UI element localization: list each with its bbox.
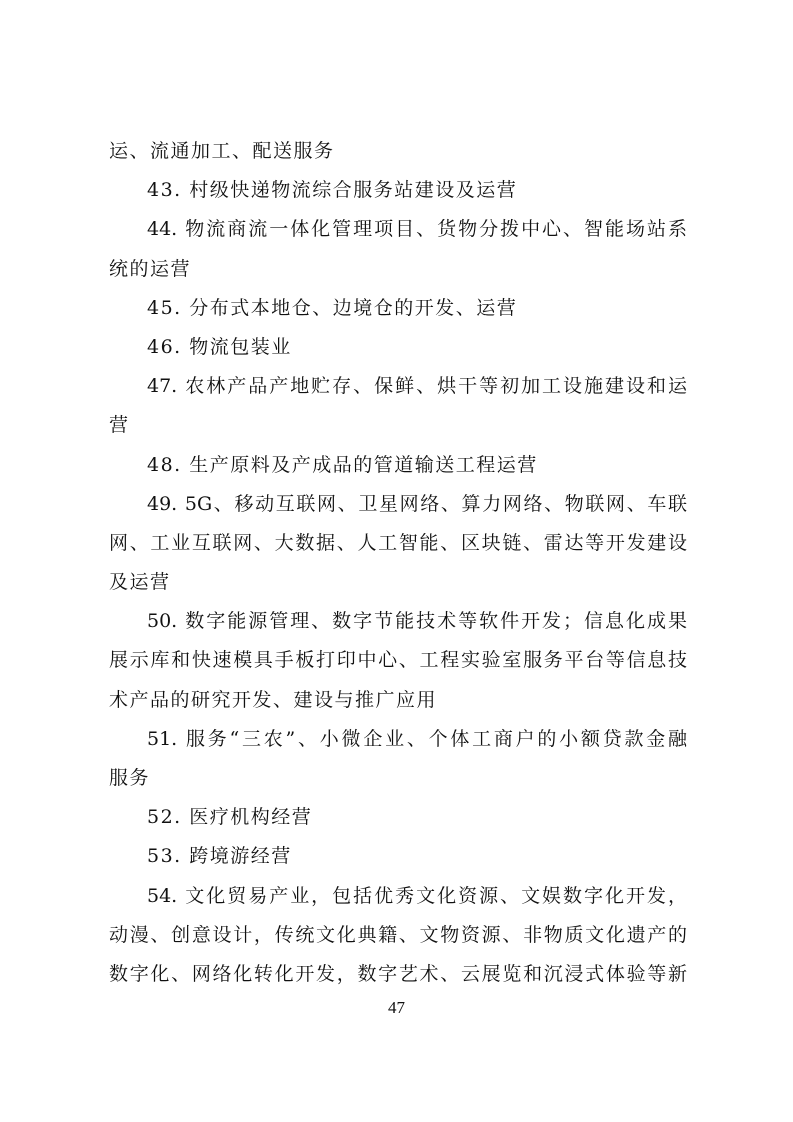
text-line: 网、工业互联网、大数据、人工智能、区块链、雷达等开发建设 [109,531,687,554]
text-line: 47. 农林产品产地贮存、保鲜、烘干等初加工设施建设和运 [147,375,687,398]
text-line: 51. 服务“三农”、小微企业、个体工商户的小额贷款金融 [147,727,687,750]
text-line: 统的运营 [109,257,192,280]
text-line: 数字化、网络化转化开发，数字艺术、云展览和沉浸式体验等新 [109,962,687,985]
page-number: 47 [388,998,405,1017]
text-line: 营 [109,414,130,437]
text-line: 服务 [109,767,151,789]
text-line: 50. 数字能源管理、数字节能技术等软件开发；信息化成果 [147,610,687,633]
text-line: 53. 跨境游经营 [147,845,292,868]
text-line: 54. 文化贸易产业，包括优秀文化资源、文娱数字化开发， [147,884,687,907]
text-line: 动漫、创意设计，传统文化典籍、文物资源、非物质文化遗产的 [109,923,687,946]
text-line: 及运营 [109,571,171,594]
text-line: 48. 生产原料及产成品的管道输送工程运营 [147,453,538,476]
body-text [109,132,687,994]
text-line: 43. 村级快递物流综合服务站建设及运营 [147,179,518,202]
text-line: 44. 物流商流一体化管理项目、货物分拨中心、智能场站系 [147,218,687,241]
text-line: 术产品的研究开发、建设与推广应用 [109,688,438,711]
text-line: 45. 分布式本地仓、边境仓的开发、运营 [147,296,518,319]
text-line: 49. 5G、移动互联网、卫星网络、算力网络、物联网、车联 [147,492,687,515]
text-line: 52. 医疗机构经营 [147,806,313,829]
text-line: 46. 物流包装业 [147,335,292,358]
text-line: 运、流通加工、配送服务 [109,140,335,162]
text-line: 展示库和快速模具手板打印中心、工程实验室服务平台等信息技 [109,649,687,672]
